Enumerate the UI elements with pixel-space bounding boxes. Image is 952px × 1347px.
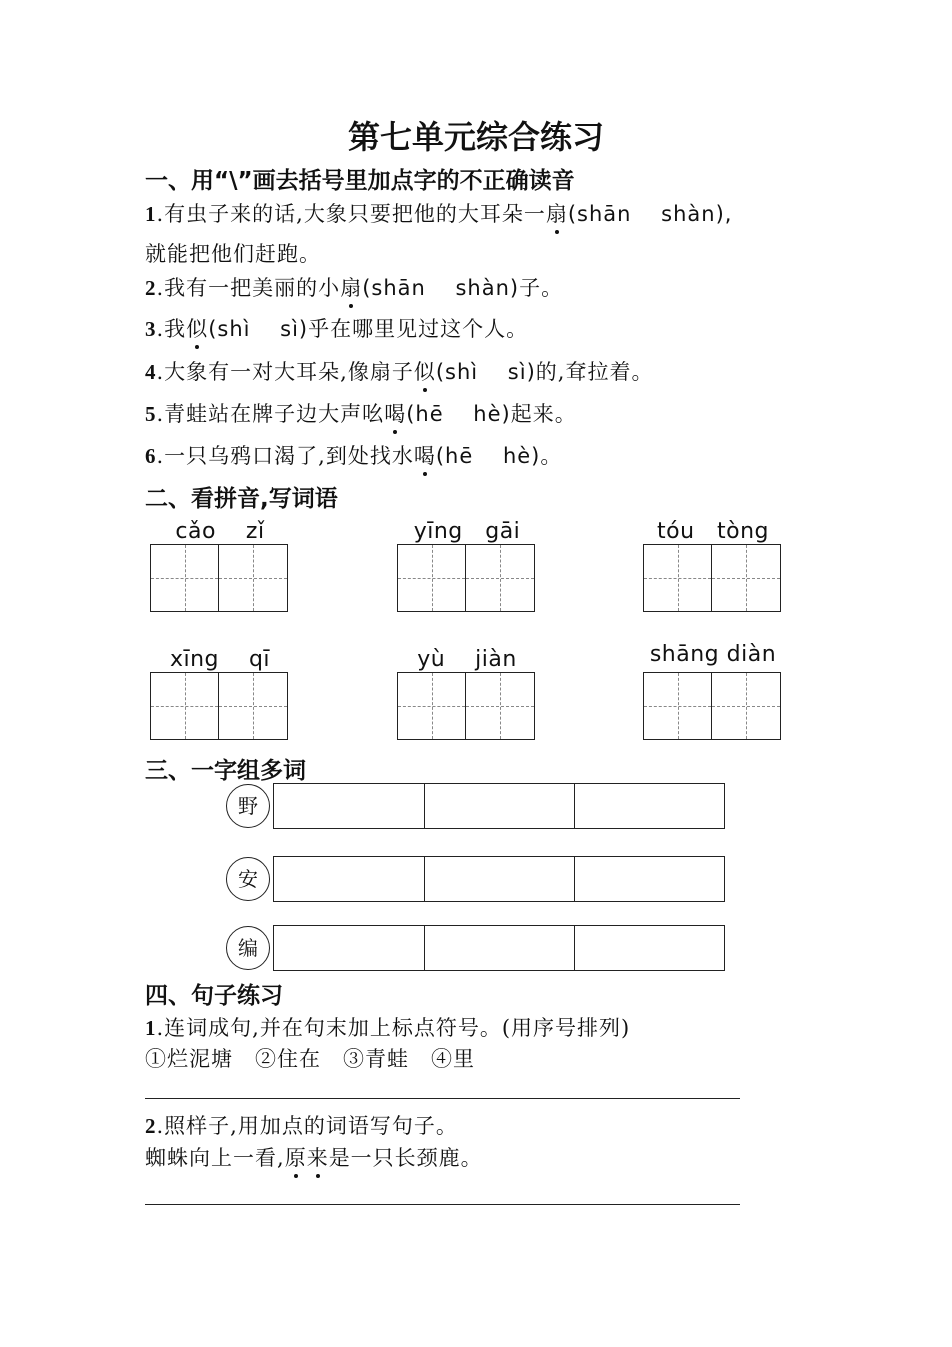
word-answer-boxes[interactable] <box>273 925 725 971</box>
section3-heading: 三、一字组多词 <box>145 758 306 784</box>
question-text: 就能把他们赶跑。 <box>145 242 321 266</box>
dotted-character: 喝 <box>384 402 407 426</box>
question-text-end: 乎在哪里见过这个人。 <box>308 317 529 341</box>
question-number: 3 <box>145 317 157 341</box>
pinyin-label: tóu tòng <box>656 519 770 544</box>
question-line <box>145 272 563 302</box>
example-text-end: 是一只长颈鹿。 <box>328 1146 483 1170</box>
question-number: 1 <box>145 202 157 226</box>
question-text-end: 子。 <box>519 276 564 300</box>
question-number: 6 <box>145 444 157 468</box>
question-text-end: 。 <box>540 444 563 468</box>
section4-heading: 四、句子练习 <box>145 983 283 1009</box>
writing-grid[interactable] <box>397 672 535 740</box>
pinyin-options: (shān shàn) <box>362 276 520 300</box>
word-answer-boxes[interactable] <box>273 783 725 829</box>
dotted-character: 扇 <box>545 202 568 226</box>
question-line <box>145 1110 458 1140</box>
question-text: .我 <box>156 317 187 341</box>
question-text-end: 起来。 <box>510 402 577 426</box>
word-answer-boxes[interactable] <box>273 856 725 902</box>
circled-character: 安 <box>226 857 270 901</box>
question-text: .我有一把美丽的小 <box>156 276 341 300</box>
pinyin-options: (hē hè) <box>435 444 541 468</box>
pinyin-label: yīng gāi <box>413 519 521 544</box>
circled-character: 野 <box>226 784 270 828</box>
example-text: 蜘蛛向上一看, <box>145 1146 285 1170</box>
dotted-character: 似 <box>186 317 209 341</box>
writing-grid[interactable] <box>643 544 781 612</box>
answer-line[interactable] <box>145 1098 740 1099</box>
circled-character: 编 <box>226 926 270 970</box>
dotted-character: 来 <box>306 1146 329 1170</box>
writing-grid[interactable] <box>150 544 288 612</box>
question-text: .连词成句,并在句末加上标点符号。(用序号排列) <box>156 1016 631 1040</box>
pinyin-label: shāng diàn <box>649 642 777 667</box>
example-sentence <box>145 1142 483 1172</box>
question-text: .大象有一对大耳朵,像扇子 <box>156 360 414 384</box>
pinyin-label: xīng qī <box>169 647 271 672</box>
question-line <box>145 238 321 268</box>
dotted-character: 扇 <box>340 276 363 300</box>
pinyin-label: yù jiàn <box>417 647 517 672</box>
question-number: 5 <box>145 402 157 426</box>
question-line <box>145 356 653 386</box>
pinyin-options: (shì sì) <box>435 360 536 384</box>
question-number: 2 <box>145 1114 157 1138</box>
pinyin-label: cǎo zǐ <box>175 519 265 544</box>
dotted-character: 喝 <box>413 444 436 468</box>
writing-grid[interactable] <box>643 672 781 740</box>
question-number: 2 <box>145 276 157 300</box>
dotted-character: 似 <box>413 360 436 384</box>
question-text: .照样子,用加点的词语写句子。 <box>156 1114 458 1138</box>
question-line <box>145 198 732 228</box>
question-text-end: 的,耷拉着。 <box>535 360 654 384</box>
dotted-character: 原 <box>284 1146 307 1170</box>
question-number: 4 <box>145 360 157 384</box>
question-line <box>145 398 577 428</box>
writing-grid[interactable] <box>397 544 535 612</box>
answer-line[interactable] <box>145 1204 740 1205</box>
question-line <box>145 440 562 470</box>
question-text: .有虫子来的话,大象只要把他的大耳朵一 <box>156 202 546 226</box>
pinyin-options: (shì sì) <box>208 317 309 341</box>
section2-heading: 二、看拼音,写词语 <box>145 486 338 512</box>
pinyin-options: (shān shàn), <box>567 202 733 226</box>
writing-grid[interactable] <box>150 672 288 740</box>
question-text: .青蛙站在牌子边大声吆 <box>156 402 385 426</box>
section1-heading: 一、用“\”画去括号里加点字的不正确读音 <box>145 168 575 194</box>
question-text: .一只乌鸦口渴了,到处找水 <box>156 444 414 468</box>
question-line <box>145 1012 630 1042</box>
question-number: 1 <box>145 1016 157 1040</box>
page-title: 第七单元综合练习 <box>347 118 604 156</box>
word-options: ①烂泥塘 ②住在 ③青蛙 ④里 <box>145 1047 475 1071</box>
question-line <box>145 313 528 343</box>
pinyin-options: (hē hè) <box>406 402 511 426</box>
